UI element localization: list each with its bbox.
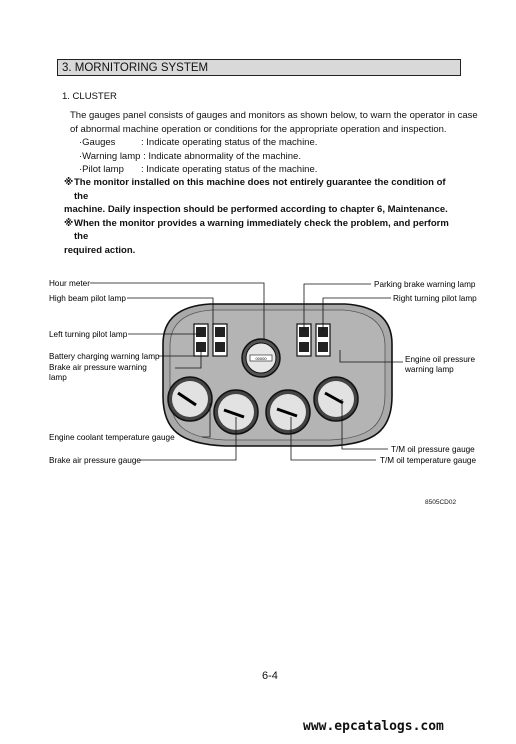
list-item (79, 150, 317, 164)
coolant-temp-gauge (168, 377, 212, 421)
notes-block (64, 176, 462, 257)
list-item (79, 136, 317, 150)
section-title: 3. MORNITORING SYSTEM (57, 59, 461, 76)
note-text: required action. (64, 244, 136, 256)
note-mark: ※ (64, 177, 74, 188)
intro-line: of abnormal machine operation or conditions for the appropriate operation and inspection. (70, 123, 447, 135)
figure-code: 8505CD02 (425, 499, 457, 506)
callout-battery: Battery charging warning lamp (49, 352, 160, 361)
callout-hour-meter: Hour meter (49, 279, 90, 288)
page-number: 6-4 (262, 670, 278, 682)
callout-coolant: Engine coolant temperature gauge (49, 433, 175, 442)
note-text: machine. Daily inspection should be performed according to chapter 6, Maintenance. (64, 204, 448, 215)
list-desc: : Indicate operating status of the machine. (141, 137, 318, 148)
callout-brake-air-warning: Brake air pressure warning (49, 363, 147, 372)
tm-oil-pressure-gauge (314, 377, 358, 421)
callout-brake-air-warning: lamp (49, 373, 67, 382)
callout-tm-oil-temp: T/M oil temperature gauge (380, 456, 477, 465)
note-item (64, 176, 462, 203)
watermark: www.epcatalogs.com (303, 719, 444, 734)
note-text: The monitor installed on this machine does not entirely guarantee the condition of the (74, 177, 446, 202)
callout-high-beam: High beam pilot lamp (49, 294, 126, 303)
list-term: ·Warning lamp (79, 150, 141, 162)
hour-meter-reading: 00000 (255, 356, 267, 361)
note-item (64, 217, 462, 244)
cluster-diagram (0, 270, 516, 470)
list-desc: : Indicate abnormality of the machine. (143, 150, 301, 162)
list-desc: : Indicate operating status of the machine. (141, 164, 318, 175)
callout-engine-oil: warning lamp (405, 365, 454, 374)
tm-oil-temp-gauge (266, 390, 310, 434)
definition-list (79, 136, 317, 177)
list-item (79, 163, 317, 177)
subsection-title: 1. CLUSTER (62, 91, 117, 102)
callout-brake-air-gauge: Brake air pressure gauge (49, 456, 141, 465)
callout-parking-brake: Parking brake warning lamp (374, 280, 476, 289)
list-term: ·Pilot lamp (79, 164, 124, 175)
list-term: ·Gauges (79, 137, 116, 148)
hour-meter (242, 339, 280, 377)
note-mark: ※ (64, 217, 74, 229)
note-text: When the monitor provides a warning immediately check the problem, and perform the (74, 217, 449, 242)
callout-right-turning: Right turning pilot lamp (393, 294, 477, 303)
intro-paragraph (70, 109, 478, 136)
callout-tm-oil-pressure: T/M oil pressure gauge (391, 445, 475, 454)
callout-left-turning: Left turning pilot lamp (49, 330, 128, 339)
intro-line: The gauges panel consists of gauges and monitors as shown below, to warn the operator in case (70, 110, 478, 121)
callout-engine-oil: Engine oil pressure (405, 355, 476, 364)
